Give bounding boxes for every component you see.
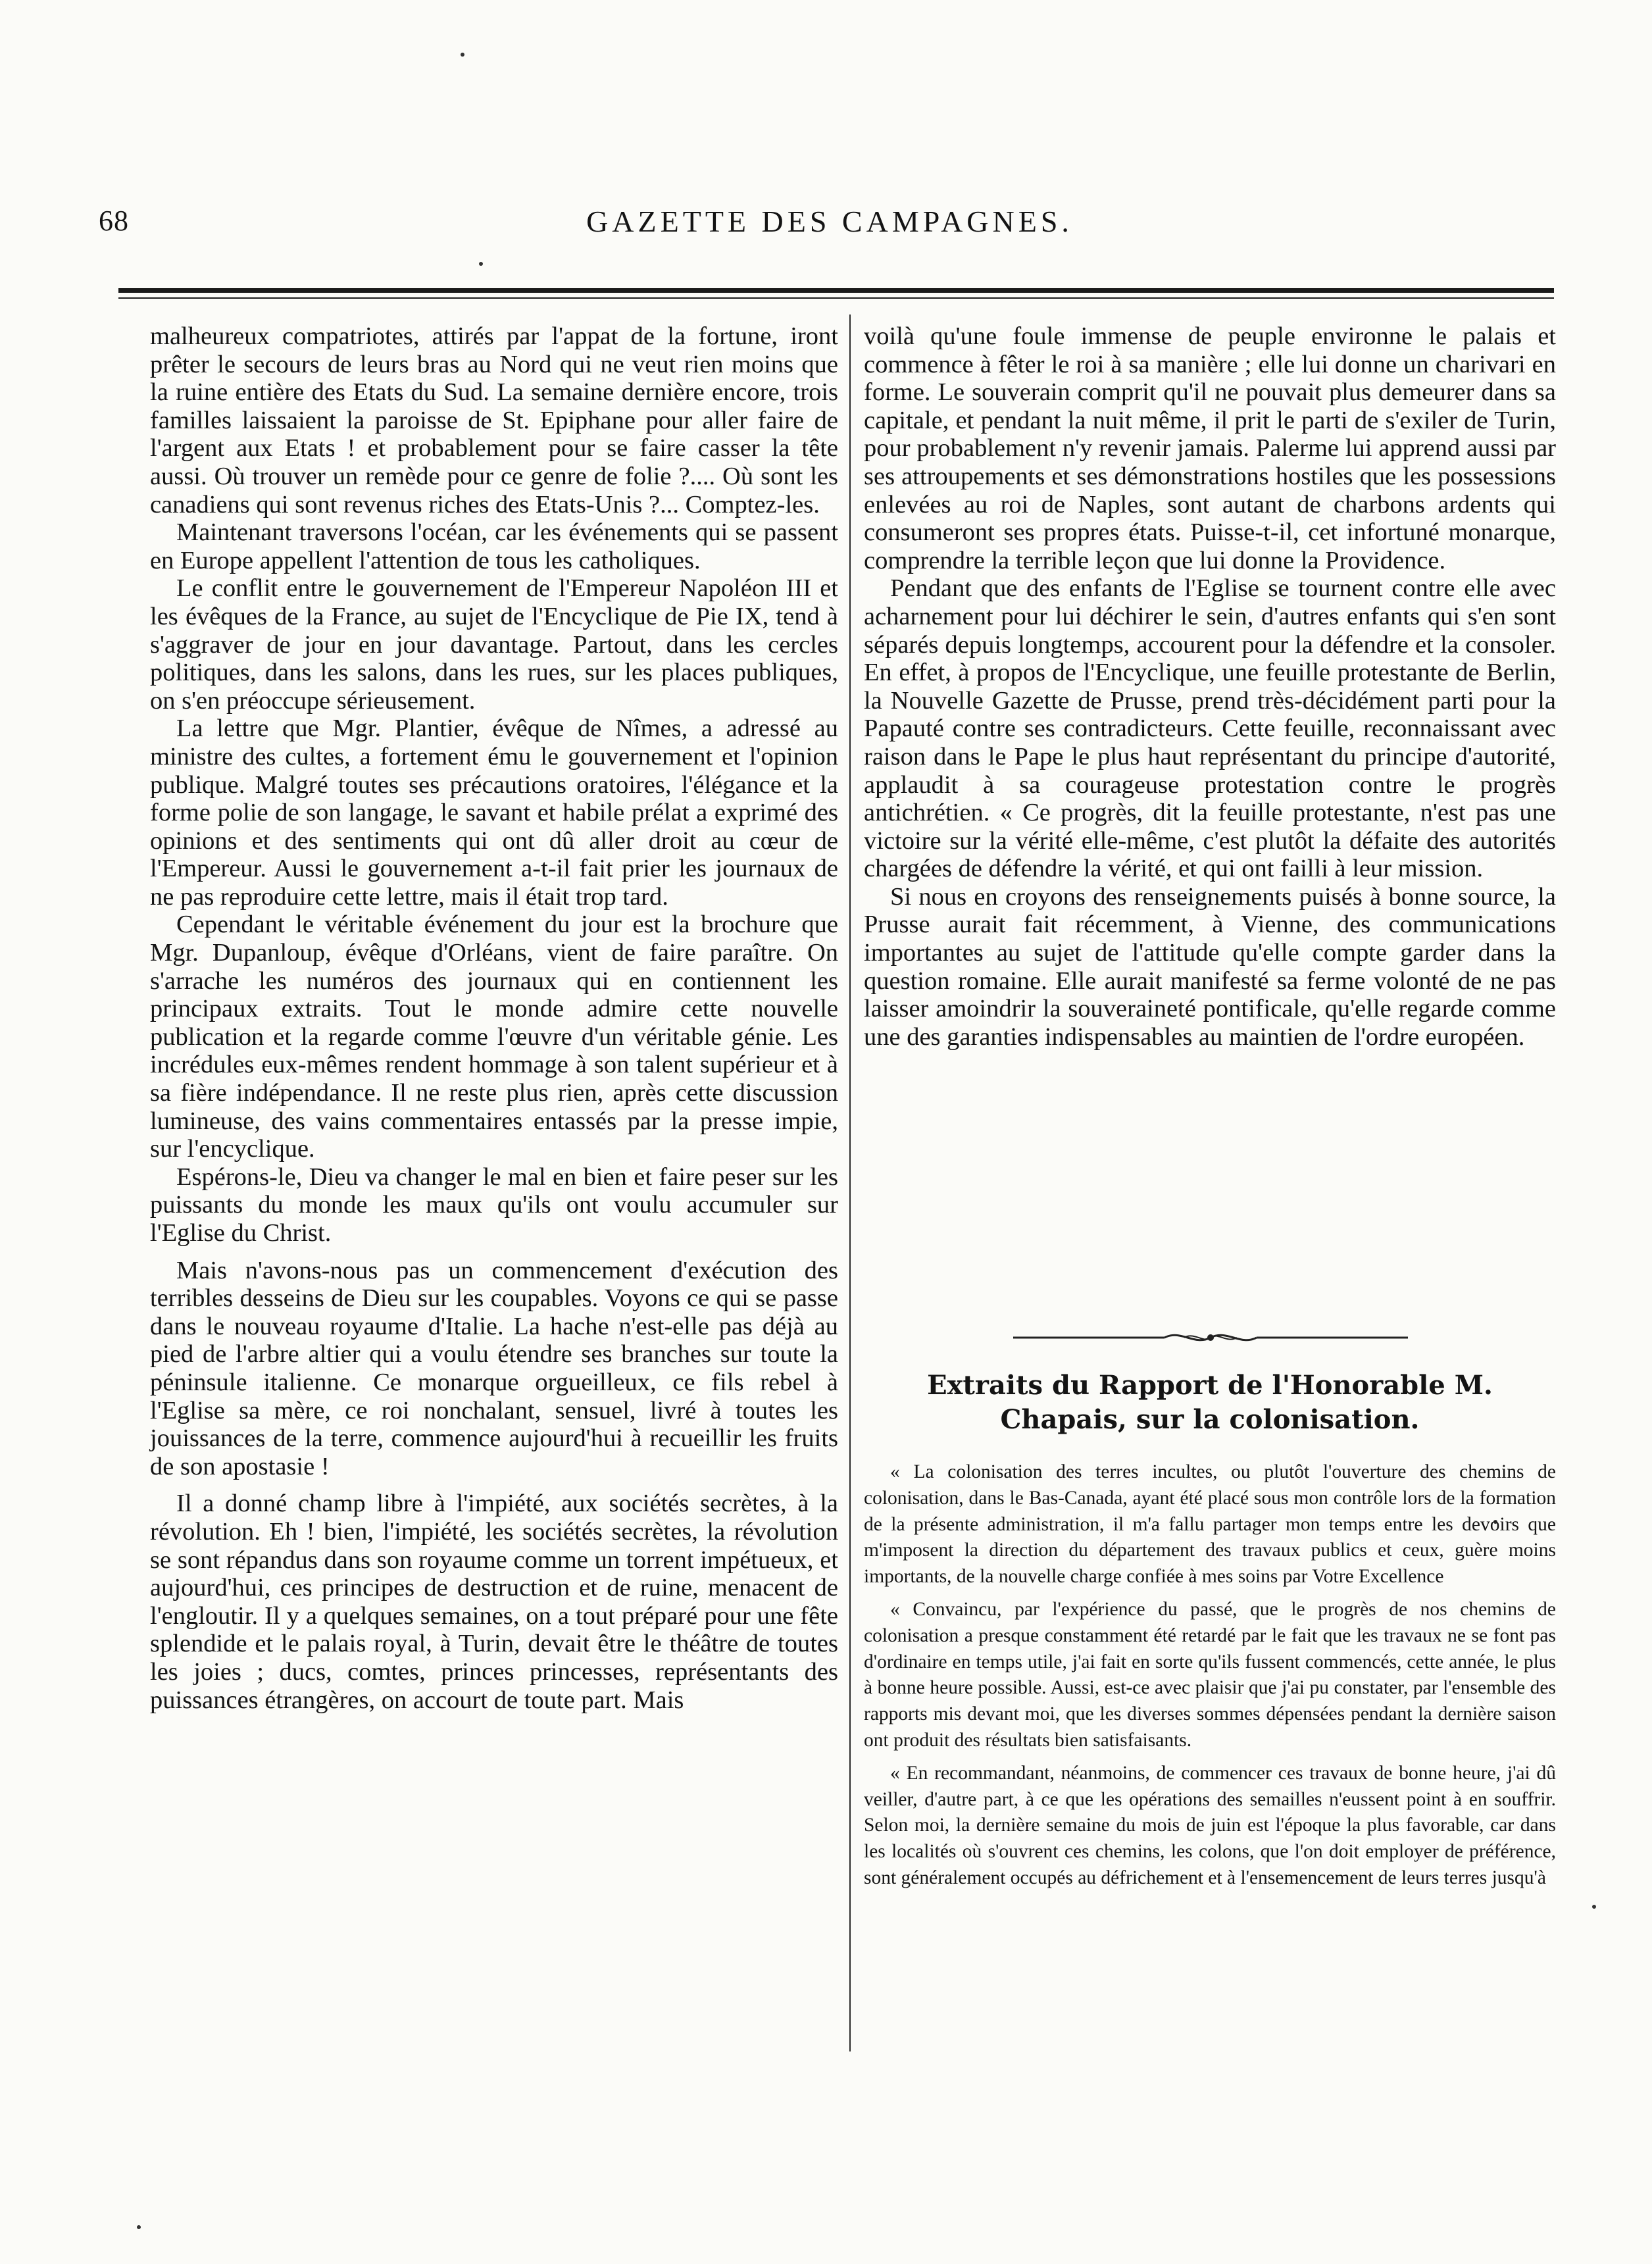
column-divider <box>849 314 851 2051</box>
paragraph: Espérons-le, Dieu va changer le mal en bien et faire peser sur les puissants du monde les maux qu'ils ont voulu accumuler sur l'Eglise du Christ. <box>150 1163 838 1247</box>
paragraph: « La colonisation des terres incultes, ou plutôt l'ouverture des chemins de colonisation, dans le Bas-Canada, ayant été placé sous mon contrôle lors de la formation de la présente administration, il m'a fallu partager mon temps entre les devoirs que m'imposent la direction du département des travaux publics et ceux, guère moins importants, de la nouvelle charge confiée à mes soins par Votre Excellence <box>864 1461 1556 1588</box>
running-title: GAZETTE DES CAMPAGNES. <box>586 205 1073 238</box>
paragraph: La lettre que Mgr. Plantier, évêque de Nîmes, a adressé au ministre des cultes, a fortement ému le gouvernement et l'opinion publique. Malgré toutes ses précautions oratoires, l'élégance et la forme polie de son langage, le savant et habile prélat a exprimé des opinions et des sentiments qui ont dû aller droit au cœur de l'Empereur. Aussi le gouvernement a-t-il fait prier les journaux de ne pas reproduire cette lettre, mais il était trop tard. <box>150 715 838 911</box>
paragraph: Le conflit entre le gouvernement de l'Empereur Napoléon III et les évêques de la France, au sujet de l'Encyclique de Pie IX, tend à s'aggraver de jour en jour davantage. Partout, dans les cercles politiques, dans les salons, dans les rues, sur les places publiques, on s'en préoccupe sérieusement. <box>150 574 838 715</box>
paragraph: Pendant que des enfants de l'Eglise se tournent contre elle avec acharnement pour lui déchirer le sein, d'autres enfants qui s'en sont séparés depuis longtemps, accourent pour la défendre et la consoler. En effet, à propos de l'Encyclique, une feuille protestante de Berlin, la Nouvelle Gazette de Prusse, prend très-décidément parti pour la Papauté contre ses contradicteurs. Cette feuille, reconnaissant avec raison dans le Pape le plus haut représentant du principe d'autorité, applaudit à sa courageuse protestation contre le progrès antichrétien. « Ce progrès, dit la feuille protestante, n'est pas une victoire sur la vérité elle-même, c'est plutôt la défaite des autorités chargées de défendre la vérité, et qui ont failli à leur mission. <box>864 574 1556 883</box>
paragraph: Maintenant traversons l'océan, car les événements qui se passent en Europe appellent l'attention de tous les catholiques. <box>150 518 838 574</box>
paragraph: Il a donné champ libre à l'impiété, aux sociétés secrètes, à la révolution. Eh ! bien, l'impiété, les sociétés secrètes, la révolution se sont répandus dans son royaume comme un torrent impétueux, et aujourd'hui, ces principes de destruction et de ruine, menacent de l'engloutir. Il y a quelques semaines, on a tout préparé pour une fête splendide et le palais royal, à Turin, devait être le théâtre de toutes les joies ; ducs, comtes, princes princesses, représentants des puissances étrangères, on accourt de toute part. Mais <box>150 1490 838 1714</box>
header-rule-thin <box>118 297 1554 299</box>
paragraph: « Convaincu, par l'expérience du passé, que le progrès de nos chemins de colonisation a presque constamment été retardé par le fait que les travaux ne se font pas d'ordinaire en temps utile, j'ai fait en sorte qu'ils fussent commencés, cette année, le plus à bonne heure possible. Aussi, est-ce avec plaisir que j'ai pu constater, par l'ensemble des rapports mis devant moi, que les diverses sommes dépensées pendant la dernière saison ont produit des résultats bien satisfaisants. <box>864 1598 1556 1751</box>
page-header <box>99 204 1561 263</box>
header-rule <box>118 288 1554 293</box>
paragraph: malheureux compatriotes, attirés par l'appat de la fortune, iront prêter le secours de leurs bras au Nord qui ne veut rien moins que la ruine entière des Etats du Sud. La semaine dernière encore, trois familles laissaient la paroisse de St. Epiphane pour aller faire de l'argent aux Etats ! et probablement pour se faire casser la tête aussi. Où trouver un remède pour ce genre de folie ?.... Où sont les canadiens qui sont revenus riches des Etats-Unis ?... Comptez-les. <box>150 322 838 518</box>
page-number: 68 <box>99 205 129 237</box>
paragraph: Mais n'avons-nous pas un commencement d'exécution des terribles desseins de Dieu sur les coupables. Voyons ce qui se passe dans le nouveau royaume d'Italie. La hache n'est-elle pas déjà au pied de l'arbre altier qui a voulu étendre ses branches sur toute la péninsule italienne. Ce monarque orgueilleux, ce fils rebel à l'Eglise sa mère, ce roi nonchalant, sensuel, livré à toutes les jouissances de la terre, commence aujourd'hui à recueillir les fruits de son apostasie ! <box>150 1256 838 1480</box>
print-speck <box>1592 1905 1596 1909</box>
paragraph: voilà qu'une foule immense de peuple environne le palais et commence à fêter le roi à sa manière ; elle lui donne un charivari en forme. Le souverain comprit qu'il ne pouvait plus demeurer dans sa capitale, et pendant la nuit même, il prit le parti de s'exiler de Turin, pour probablement n'y revenir jamais. Palerme lui apprend aussi par ses attroupements et ses démonstrations hostiles que les possessions enlevées au roi de Naples, sont autant de charbons ardents qui consumeront ses propres états. Puisse-t-il, cet infortuné monarque, comprendre la terrible leçon que lui donne la Providence. <box>864 322 1556 574</box>
paragraph: Si nous en croyons des renseignements puisés à bonne source, la Prusse aurait fait récemment, à Vienne, des communications importantes au sujet de l'attitude qu'elle compte garder dans la question romaine. Elle aurait manifesté sa ferme volonté de ne pas laisser amoindrir la souveraineté pontificale, qu'elle regarde comme une des garanties indispensables au maintien de l'ordre européen. <box>864 882 1556 1051</box>
left-column <box>150 322 838 1714</box>
print-speck <box>137 2225 141 2229</box>
paragraph: Cependant le véritable événement du jour est la brochure que Mgr. Dupanloup, évêque d'Orléans, vient de faire paraître. On s'arrache les numéros des journaux qui en contiennent les principaux extraits. Tout le monde admire cette nouvelle publication et la regarde comme l'œuvre d'un véritable génie. Les incrédules eux-mêmes rendent hommage à son talent supérieur et à sa fière indépendance. Il ne reste plus rien, après cette discussion lumineuse, des vains commentaires entassés par la presse impie, sur l'encyclique. <box>150 911 838 1163</box>
report-excerpt <box>864 1459 1556 1898</box>
print-speck <box>461 53 464 57</box>
article-title: Extraits du Rapport de l'Honorable M. Chapais, sur la colonisation. <box>927 1370 1493 1435</box>
ornamental-divider <box>1013 1329 1408 1346</box>
paragraph: « En recommandant, néanmoins, de commencer ces travaux de bonne heure, j'ai dû veiller, d'autre part, à ce que les opérations des semailles n'eussent point à en souffrir. Selon moi, la dernière semaine du mois de juin est l'époque la plus favorable, car dans les localités où s'ouvrent ces chemins, les colons, que l'on doit employer de préférence, sont généralement occupés au défrichement et à l'ensemencement de leurs terres jusqu'à <box>864 1762 1556 1888</box>
right-column <box>864 322 1556 1051</box>
